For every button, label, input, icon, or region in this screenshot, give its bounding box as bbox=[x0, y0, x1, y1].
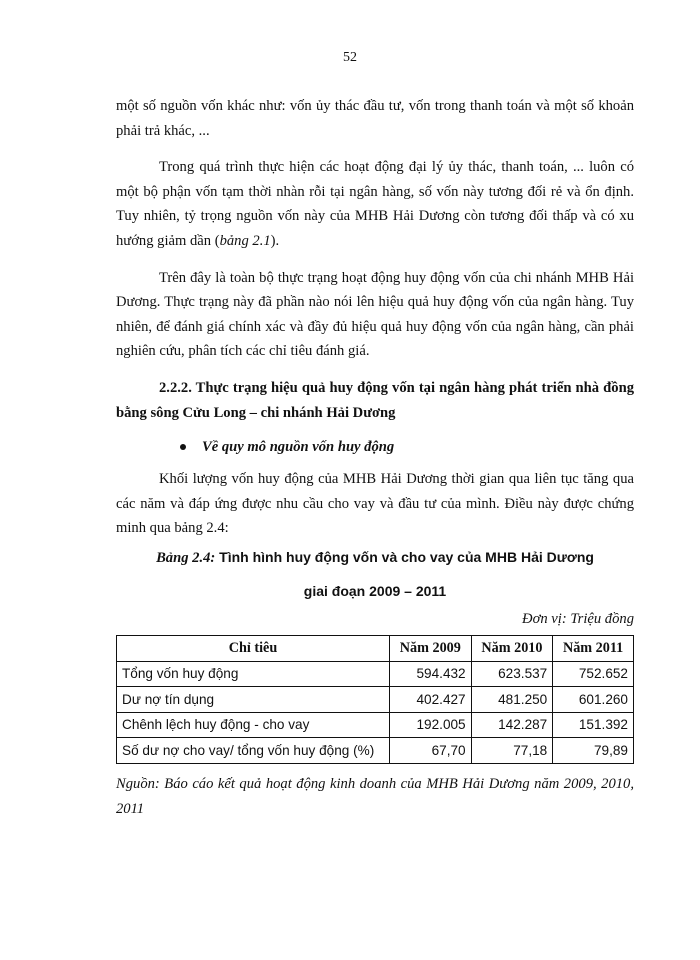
table-source: Nguồn: Báo cáo kết quả hoạt động kinh doanh của MHB Hải Dương năm 2009, 2010, 2011 bbox=[116, 776, 634, 817]
section-heading: 2.2.2. Thực trạng hiệu quả huy động vốn tại ngân hàng phát triển nhà đồng bằng sông Cửu Long – chi nhánh Hải Dương bbox=[116, 379, 634, 421]
paragraph-2-text-a: Trong quá trình thực hiện các hoạt động đại lý ủy thác, thanh toán, ... luôn có một bộ phận vốn tạm thời nhàn rỗi tại ngân hàng, số vốn này tương đối rẻ và ổn định. Tuy nhiên, tỷ trọng nguồn vốn này của MHB Hải Dương còn tương đối thấp và có xu hướng giảm dần ( bbox=[116, 159, 634, 249]
table-cell: Dư nợ tín dụng bbox=[117, 687, 390, 713]
header-cell: Năm 2009 bbox=[390, 636, 472, 662]
table-cell: Chênh lệch huy động - cho vay bbox=[117, 712, 390, 738]
table-caption-title: Tình hình huy động vốn và cho vay của MHB Hải Dương bbox=[215, 549, 594, 565]
paragraph-4: Khối lượng vốn huy động của MHB Hải Dương thời gian qua liên tục tăng qua các năm và đáp ứng được nhu cầu cho vay và đầu tư của mình. Điều này được chứng minh qua bảng 2.4: bbox=[116, 471, 634, 537]
table-cell: 594.432 bbox=[390, 661, 472, 687]
table-caption-label: Bảng 2.4: bbox=[156, 550, 216, 566]
table-row bbox=[117, 687, 634, 713]
paragraph-3: Trên đây là toàn bộ thực trạng hoạt động huy động vốn của chi nhánh MHB Hải Dương. Thực trạng này đã phần nào nói lên hiệu quả huy động vốn của ngân hàng. Tuy nhiên, để đánh giá chính xác và đầy đủ hiệu quả huy động vốn của ngân hàng, cần phải nghiên cứu, phân tích các chỉ tiêu đánh giá. bbox=[116, 269, 634, 360]
table-cell: 67,70 bbox=[390, 738, 472, 764]
table-header-row bbox=[117, 636, 634, 662]
table-cell: 402.427 bbox=[390, 687, 472, 713]
table-row bbox=[117, 661, 634, 687]
bullet-item bbox=[116, 435, 634, 459]
table-caption-period: giai đoạn 2009 – 2011 bbox=[303, 583, 447, 599]
bullet-text: Về quy mô nguồn vốn huy động bbox=[202, 439, 395, 456]
table-cell: 481.250 bbox=[471, 687, 553, 713]
paragraph-2 bbox=[116, 155, 634, 253]
paragraph-1: một số nguồn vốn khác như: vốn ủy thác đầu tư, vốn trong thanh toán và một số khoản phải trả khác, ... bbox=[116, 98, 634, 139]
table-row bbox=[117, 712, 634, 738]
table-caption bbox=[116, 549, 634, 567]
table-reference: bảng 2.1 bbox=[219, 232, 271, 249]
body-text bbox=[116, 94, 634, 541]
table-cell: Tổng vốn huy động bbox=[117, 661, 390, 687]
table-row bbox=[117, 738, 634, 764]
page-number: 52 bbox=[343, 50, 357, 65]
table-cell: 752.652 bbox=[553, 661, 634, 687]
table-cell: Số dư nợ cho vay/ tổng vốn huy động (%) bbox=[117, 738, 390, 764]
table-cell: 623.537 bbox=[471, 661, 553, 687]
table-cell: 151.392 bbox=[553, 712, 634, 738]
table-cell: 142.287 bbox=[471, 712, 553, 738]
table-cell: 77,18 bbox=[471, 738, 553, 764]
table-unit: Đơn vị: Triệu đồng bbox=[522, 611, 634, 627]
paragraph-2-text-b: ). bbox=[270, 232, 280, 249]
data-table bbox=[116, 635, 634, 764]
header-cell: Chỉ tiêu bbox=[117, 636, 390, 662]
header-cell: Năm 2011 bbox=[553, 636, 634, 662]
table-cell: 79,89 bbox=[553, 738, 634, 764]
table-cell: 601.260 bbox=[553, 687, 634, 713]
header-cell: Năm 2010 bbox=[471, 636, 553, 662]
table-cell: 192.005 bbox=[390, 712, 472, 738]
